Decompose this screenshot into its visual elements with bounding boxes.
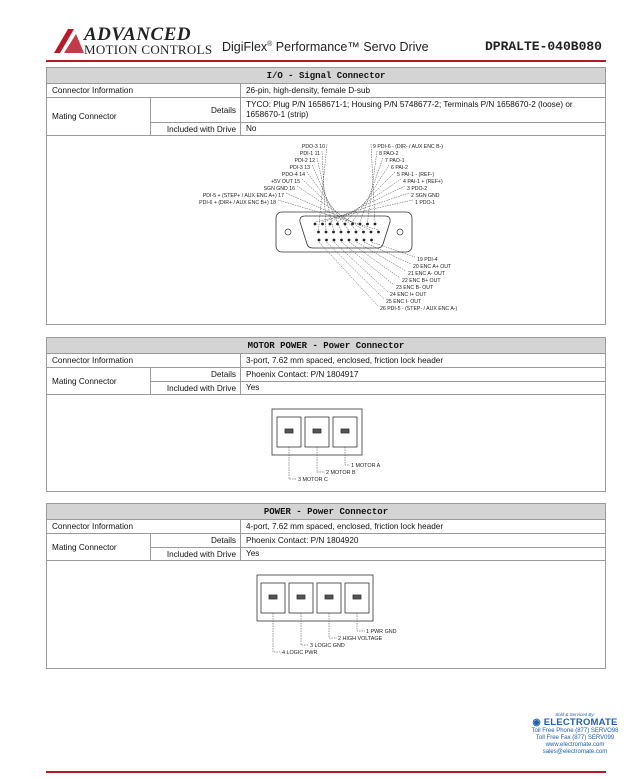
included-value: Yes: [246, 549, 260, 558]
product-title: DigiFlex® Performance™ Servo Drive: [222, 40, 429, 54]
electromate-logo-icon: ◉: [532, 717, 541, 728]
connector-info-label: Connector Information: [47, 354, 241, 367]
pin-label-right-7: 2 SGN GND: [411, 193, 440, 199]
footer-divider: [46, 771, 606, 773]
pin-label-right-5: 4 PAI-1 + (REF+): [403, 179, 443, 185]
connector-info-value: 26-pin, high-density, female D-sub: [246, 86, 371, 95]
power-pin-label-3: 3 LOGIC GND: [310, 643, 345, 649]
pin-label-left-2: PDI-2 12: [294, 158, 315, 164]
pin-label-right-0: 9 PDI-6 - (DIR- / AUX ENC B-): [373, 144, 444, 150]
dsub-pin: [325, 239, 328, 242]
power-section: [46, 503, 606, 669]
details-label: Details: [151, 368, 241, 381]
power-pin-label-2: 2 HIGH VOLTAGE: [338, 636, 383, 642]
power-connector-diagram: [47, 561, 605, 674]
dsub-pin: [362, 231, 365, 234]
pin-label-bottom-6: 25 ENC I- OUT: [386, 299, 422, 305]
details-value: TYCO: Plug P/N 1658671-1; Housing P/N 5748677-2; Terminals P/N 1658670-2 (loose) or 1658670-1 (strip): [246, 100, 573, 119]
pin-label-left-8: PDI-6 + (DIR+ / AUX ENC B+) 18: [199, 200, 276, 206]
section-title: MOTOR POWER - Power Connector: [47, 338, 605, 354]
pin-label-left-5: +5V OUT 15: [271, 179, 300, 185]
pin-label-right-1: 8 PAO-2: [379, 151, 399, 157]
dsub-pin: [347, 231, 350, 234]
pin-label-right-2: 7 PAO-1: [385, 158, 405, 164]
included-label: Included with Drive: [151, 123, 241, 135]
mount-hole-left: [285, 229, 291, 235]
sold-by-text: Sold & Serviced By:: [555, 712, 595, 717]
details-label: Details: [151, 98, 241, 122]
dsub-pin: [317, 231, 320, 234]
pin-label-left-6: SGN GND 16: [263, 186, 295, 192]
email-link[interactable]: sales@electromate.com: [542, 749, 608, 755]
pin-label-bottom-7: 26 PDI-5 - (STEP- / AUX ENC A-): [380, 306, 458, 312]
logo-text-motion-controls: MOTION CONTROLS: [84, 42, 213, 57]
dsub-pin: [351, 223, 354, 226]
dsub-pin: [318, 239, 321, 242]
details-label: Details: [151, 534, 241, 547]
mating-connector-label: Mating Connector: [47, 98, 151, 135]
pin-label-bottom-2: 21 ENC A- OUT: [408, 271, 445, 277]
motor-pin-label-3: 3 MOTOR C: [298, 477, 328, 483]
logo-text-advanced: ADVANCED: [84, 24, 192, 45]
mount-hole-right: [397, 229, 403, 235]
model-number: DPRALTE-040B080: [484, 39, 602, 54]
dsub-pin: [332, 231, 335, 234]
mating-connector-label: Mating Connector: [47, 534, 151, 560]
motor-pin-label-1: 1 MOTOR A: [351, 463, 381, 469]
dsub-pin: [370, 231, 373, 234]
pin-label-right-4: 5 PAI-1 - (REF-): [397, 172, 435, 178]
dsub-pin: [366, 223, 369, 226]
dsub-face: [300, 216, 390, 248]
pin-label-right-6: 3 PDO-2: [407, 186, 428, 192]
dsub-pin: [377, 231, 380, 234]
section-title: POWER - Power Connector: [47, 504, 605, 520]
connector-info-value: 3-port, 7.62 mm spaced, enclosed, friction lock header: [246, 356, 444, 365]
page-header: [46, 24, 606, 58]
electromate-brand: ◉ ELECTROMATE: [532, 717, 618, 728]
included-value: Yes: [246, 383, 260, 392]
included-label: Included with Drive: [151, 548, 241, 560]
connector-info-label: Connector Information: [47, 520, 241, 533]
pin-label-right-3: 6 PAI-2: [391, 165, 408, 171]
phone-text: Toll Free Phone (877) SERVO98: [531, 728, 619, 734]
dsub-pin: [374, 223, 377, 226]
dsub-pin: [325, 231, 328, 234]
dsub-pin: [333, 239, 336, 242]
dsub-pin: [314, 223, 317, 226]
motor-connector-diagram: [47, 395, 605, 498]
dsub-pin: [348, 239, 351, 242]
distributor-footer: [520, 712, 630, 756]
pin-label-left-0: PDO-3 10: [301, 144, 325, 150]
pin-label-left-1: PDI-1 11: [299, 151, 320, 157]
pin-label-bottom-5: 24 ENC I+ OUT: [390, 292, 427, 298]
motor-power-section: [46, 337, 606, 492]
included-label: Included with Drive: [151, 382, 241, 394]
power-pin-label-4: 4 LOGIC PWR: [282, 650, 318, 656]
dsub-pin: [355, 239, 358, 242]
power-pin-label-1: 1 PWR GND: [366, 629, 397, 635]
included-value: No: [246, 124, 257, 133]
dsub-pin: [340, 239, 343, 242]
pin-label-left-4: PDO-4 14: [281, 172, 305, 178]
mating-connector-label: Mating Connector: [47, 368, 151, 394]
dsub-pin: [370, 239, 373, 242]
dsub-pins: [314, 223, 380, 242]
pin-label-bottom-1: 20 ENC A+ OUT: [413, 264, 452, 270]
connector-info-label: Connector Information: [47, 84, 241, 97]
dsub-pin: [340, 231, 343, 234]
dsub-pin: [321, 223, 324, 226]
pin-label-left-3: PDI-3 13: [289, 165, 310, 171]
pin-label-bottom-0: 19 PDI-4: [417, 257, 438, 263]
dsub-pinout-diagram: [47, 136, 605, 329]
details-value: Phoenix Contact: P/N 1804920: [246, 535, 359, 545]
dsub-pin: [355, 231, 358, 234]
header-divider: [46, 60, 606, 62]
io-signal-section: [46, 67, 606, 325]
dsub-pin: [336, 223, 339, 226]
dsub-shell: [276, 212, 412, 252]
connector-info-value: 4-port, 7.62 mm spaced, enclosed, friction lock header: [246, 522, 444, 531]
pin-label-left-7: PDI-5 + (STEP+ / AUX ENC A+) 17: [202, 193, 284, 199]
dsub-pin: [329, 223, 332, 226]
pin-label-bottom-3: 22 ENC B+ OUT: [402, 278, 441, 284]
details-value: Phoenix Contact: P/N 1804917: [246, 369, 359, 379]
pin-label-right-8: 1 PDO-1: [415, 200, 436, 206]
motor-pin-label-2: 2 MOTOR B: [326, 470, 356, 476]
amc-logo-icon: [54, 26, 86, 54]
pin-label-bottom-4: 23 ENC B- OUT: [396, 285, 434, 291]
section-title: I/O - Signal Connector: [47, 68, 605, 84]
dsub-pin: [363, 239, 366, 242]
fax-text: Toll Free Fax (877) SERV099: [535, 735, 615, 741]
website-link[interactable]: www.electromate.com: [545, 742, 605, 748]
